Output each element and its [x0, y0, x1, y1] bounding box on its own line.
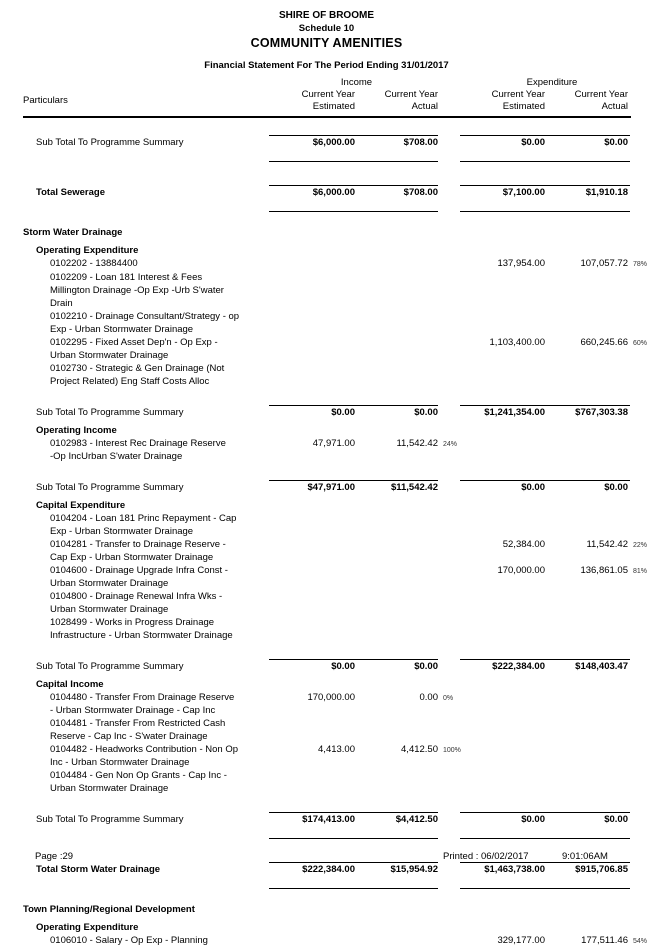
- expenditure-rule: [460, 838, 630, 839]
- expenditure-actual-value: 107,057.72: [580, 258, 628, 269]
- account-line: 0104480 - Transfer From Drainage Reserve: [50, 692, 235, 703]
- row-label: [23, 743, 247, 769]
- report-body: [23, 123, 652, 948]
- row-label: Sub Total To Programme Summary: [36, 814, 184, 825]
- income-percent: [438, 512, 466, 513]
- account-row: [23, 590, 652, 616]
- income-rule: [269, 888, 438, 889]
- account-line: 0104484 - Gen Non Op Grants - Cap Inc -: [50, 770, 227, 781]
- expenditure-actual-value: $915,706.85: [575, 864, 628, 875]
- row-label: Capital Expenditure: [36, 500, 126, 511]
- account-line: Project Related) Eng Staff Costs Alloc: [50, 376, 210, 387]
- expenditure-estimated-value: 1,103,400.00: [489, 337, 545, 348]
- income-actual-value: 11,542.42: [396, 438, 438, 449]
- income-actual-header-line2: Actual: [411, 101, 438, 112]
- expenditure-estimated-value: 52,384.00: [502, 539, 545, 550]
- expenditure-percent: [628, 717, 652, 718]
- row-label: [23, 257, 247, 270]
- row-label: [23, 437, 247, 463]
- income-percent: [438, 564, 466, 565]
- row-label: [23, 512, 247, 538]
- rule-row: [23, 468, 652, 481]
- total-block: [23, 173, 652, 212]
- subtotal-row: [23, 660, 652, 673]
- printed-date: Printed : 06/02/2017: [443, 851, 529, 862]
- account-line: - Urban Stormwater Drainage - Cap Inc: [50, 705, 216, 716]
- income-estimated-value: $0.00: [331, 661, 355, 672]
- account-row: [23, 512, 652, 538]
- row-label: Operating Expenditure: [36, 922, 139, 933]
- income-estimated-value: $0.00: [331, 407, 355, 418]
- rule-row: [23, 876, 652, 889]
- income-percent: [438, 813, 466, 814]
- report-subtitle: Financial Statement For The Period Ending 31/01/2017: [204, 60, 449, 71]
- income-percent: [438, 186, 466, 187]
- expenditure-actual-value: 136,861.05: [580, 565, 628, 576]
- account-row: [23, 616, 652, 642]
- account-row: [23, 769, 652, 795]
- income-percent: [438, 660, 466, 661]
- expenditure-rule: [460, 211, 630, 212]
- row-label: Operating Expenditure: [36, 245, 139, 256]
- account-line: 0104281 - Transfer to Drainage Reserve -: [50, 539, 226, 550]
- particulars-header: Particulars: [23, 95, 68, 106]
- subtotal-block: [23, 123, 652, 162]
- account-line: 0102295 - Fixed Asset Dep'n - Op Exp -: [50, 337, 218, 348]
- row-label: [23, 616, 247, 642]
- row-label: [23, 590, 247, 616]
- total-row: [23, 186, 652, 199]
- account-line: 0104204 - Loan 181 Princ Repayment - Cap: [50, 513, 237, 524]
- account-line: 0102983 - Interest Rec Drainage Reserve: [50, 438, 226, 449]
- income-estimated-header-line2: Estimated: [312, 101, 355, 112]
- page-number: Page :29: [35, 851, 74, 862]
- section-row: [23, 903, 652, 916]
- subtotal-row: [23, 481, 652, 494]
- account-line: 0102202 - 13884400: [50, 258, 138, 269]
- subtotal-row: [23, 813, 652, 826]
- expenditure-percent: 60%: [633, 340, 648, 347]
- expenditure-percent: [628, 660, 652, 661]
- subsection-row: [23, 499, 652, 512]
- row-label: Storm Water Drainage: [23, 227, 123, 238]
- column-headers: [23, 77, 652, 118]
- income-actual-value: $0.00: [414, 661, 438, 672]
- income-estimated-header-line1: Current Year: [301, 89, 355, 100]
- expenditure-percent: [628, 813, 652, 814]
- account-line: 1028499 - Works in Progress Drainage: [50, 617, 215, 628]
- income-actual-value: $708.00: [403, 187, 438, 198]
- rule-row: [23, 826, 652, 839]
- income-actual-value: 0.00: [419, 692, 438, 703]
- expenditure-estimated-value: $0.00: [521, 137, 545, 148]
- account-line: 0104481 - Transfer From Restricted Cash: [50, 718, 226, 729]
- expenditure-percent: 54%: [633, 938, 648, 945]
- account-line: 0104482 - Headworks Contribution - Non Op: [50, 744, 238, 755]
- subtotal-row: [23, 136, 652, 149]
- account-line: 0104600 - Drainage Upgrade Infra Const -: [50, 565, 228, 576]
- expenditure-estimated-value: $0.00: [521, 814, 545, 825]
- income-rule: [269, 838, 438, 839]
- account-row: [23, 538, 652, 564]
- account-line: Infrastructure - Urban Stormwater Drainage: [50, 630, 233, 641]
- account-row: [23, 717, 652, 743]
- expenditure-rule: [460, 888, 630, 889]
- expenditure-actual-value: $767,303.38: [575, 407, 628, 418]
- expenditure-rule: [460, 161, 630, 162]
- expenditure-estimated-header-line1: Current Year: [491, 89, 545, 100]
- expenditure-estimated-value: 170,000.00: [497, 565, 545, 576]
- income-percent: [438, 257, 466, 258]
- row-label: Town Planning/Regional Development: [23, 904, 195, 915]
- expenditure-group-header: Expenditure: [526, 77, 578, 88]
- account-line: Cap Exp - Urban Stormwater Drainage: [50, 552, 214, 563]
- rule-row: [23, 393, 652, 406]
- expenditure-percent: [628, 769, 652, 770]
- expenditure-percent: [628, 186, 652, 187]
- header-rule: [23, 116, 631, 118]
- row-label: [23, 310, 247, 336]
- total-block: [23, 850, 652, 889]
- expenditure-actual-value: 660,245.66: [580, 337, 628, 348]
- expenditure-actual-value: 177,511.46: [581, 935, 628, 946]
- row-label: [23, 564, 247, 590]
- row-label: [23, 362, 247, 388]
- row-label: [23, 336, 247, 362]
- income-percent: 0%: [443, 695, 454, 702]
- row-label: Operating Income: [36, 425, 117, 436]
- rule-row: [23, 199, 652, 212]
- rule-row: [23, 850, 652, 863]
- income-percent: [438, 481, 466, 482]
- income-estimated-value: $174,413.00: [302, 814, 355, 825]
- row-label: Total Sewerage: [36, 187, 105, 198]
- expenditure-percent: [628, 590, 652, 591]
- income-percent: [438, 538, 466, 539]
- account-row: [23, 310, 652, 336]
- account-row: [23, 362, 652, 388]
- income-percent: 24%: [443, 441, 458, 448]
- income-estimated-value: $6,000.00: [312, 137, 355, 148]
- account-line: Urban Stormwater Drainage: [50, 783, 169, 794]
- income-estimated-value: $6,000.00: [312, 187, 355, 198]
- expenditure-estimated-value: $0.00: [521, 482, 545, 493]
- account-line: 0106010 - Salary - Op Exp - Planning: [50, 935, 208, 946]
- row-label: [23, 769, 247, 795]
- subtotal-row: [23, 406, 652, 419]
- rule-row: [23, 149, 652, 162]
- income-actual-value: $4,412.50: [395, 814, 438, 825]
- account-row: [23, 691, 652, 717]
- report-title: COMMUNITY AMENITIES: [250, 36, 403, 50]
- subtotal-block: [23, 800, 652, 839]
- income-estimated-value: $47,971.00: [307, 482, 355, 493]
- income-percent: [438, 717, 466, 718]
- income-percent: [438, 310, 466, 311]
- income-actual-value: $11,542.42: [390, 482, 438, 493]
- row-label: [23, 691, 247, 717]
- expenditure-estimated-value: 329,177.00: [497, 935, 545, 946]
- section-row: [23, 226, 652, 239]
- expenditure-percent: [628, 743, 652, 744]
- row-label: Sub Total To Programme Summary: [36, 661, 184, 672]
- account-line: Urban Stormwater Drainage: [50, 604, 169, 615]
- expenditure-percent: [628, 362, 652, 363]
- row-label: Sub Total To Programme Summary: [36, 137, 184, 148]
- expenditure-actual-value: $0.00: [604, 482, 628, 493]
- account-line: 0102209 - Loan 181 Interest & Fees: [50, 272, 203, 283]
- total-row: [23, 863, 652, 876]
- account-row: [23, 743, 652, 769]
- row-label: [23, 717, 247, 743]
- account-row: [23, 934, 652, 948]
- income-actual-value: 4,412.50: [401, 744, 438, 755]
- income-percent: [438, 336, 466, 337]
- expenditure-actual-value: $1,910.18: [585, 187, 628, 198]
- account-line: 0102210 - Drainage Consultant/Strategy - op: [50, 311, 240, 322]
- income-percent: [438, 590, 466, 591]
- income-percent: [438, 271, 466, 272]
- account-row: [23, 257, 652, 271]
- schedule-number: Schedule 10: [298, 23, 355, 34]
- income-percent: [438, 616, 466, 617]
- expenditure-percent: [628, 863, 652, 864]
- row-label: Sub Total To Programme Summary: [36, 482, 184, 493]
- expenditure-estimated-value: $222,384.00: [492, 661, 545, 672]
- account-row: [23, 271, 652, 310]
- income-percent: [438, 136, 466, 137]
- account-line: Urban Stormwater Drainage: [50, 578, 169, 589]
- account-line: Exp - Urban Stormwater Drainage: [50, 526, 194, 537]
- income-rule: [269, 161, 438, 162]
- income-estimated-value: 4,413.00: [318, 744, 355, 755]
- expenditure-actual-header-line1: Current Year: [574, 89, 628, 100]
- rule-row: [23, 173, 652, 186]
- account-line: 0104800 - Drainage Renewal Infra Wks -: [50, 591, 223, 602]
- expenditure-percent: [628, 437, 652, 438]
- expenditure-estimated-value: $7,100.00: [502, 187, 545, 198]
- expenditure-estimated-value: $1,241,354.00: [484, 407, 545, 418]
- expenditure-actual-value: 11,542.42: [586, 539, 628, 550]
- report-header: [0, 0, 653, 72]
- subtotal-block: [23, 468, 652, 494]
- income-actual-header-line1: Current Year: [384, 89, 438, 100]
- account-line: -Op IncUrban S'water Drainage: [50, 451, 183, 462]
- account-line: Inc - Urban Stormwater Drainage: [50, 757, 190, 768]
- expenditure-percent: 81%: [633, 568, 648, 575]
- income-estimated-value: 47,971.00: [312, 438, 355, 449]
- expenditure-actual-value: $0.00: [604, 137, 628, 148]
- expenditure-estimated-header-line2: Estimated: [502, 101, 545, 112]
- expenditure-estimated-value: $1,463,738.00: [484, 864, 545, 875]
- subsection-row: [23, 678, 652, 691]
- expenditure-percent: [628, 616, 652, 617]
- income-actual-value: $708.00: [403, 137, 438, 148]
- expenditure-percent: [628, 136, 652, 137]
- organisation-name: SHIRE OF BROOME: [278, 10, 374, 21]
- subsection-row: [23, 244, 652, 257]
- rule-row: [23, 800, 652, 813]
- expenditure-percent: 78%: [633, 261, 648, 268]
- account-row: [23, 564, 652, 590]
- expenditure-percent: [628, 481, 652, 482]
- income-estimated-value: $222,384.00: [302, 864, 355, 875]
- account-line: Exp - Urban Stormwater Drainage: [50, 324, 194, 335]
- expenditure-percent: [628, 691, 652, 692]
- subsection-row: [23, 424, 652, 437]
- income-percent: [438, 934, 466, 935]
- income-estimated-value: 170,000.00: [307, 692, 355, 703]
- income-percent: 100%: [443, 747, 461, 754]
- account-line: Drain: [50, 298, 73, 309]
- subsection-row: [23, 921, 652, 934]
- expenditure-percent: 22%: [633, 542, 648, 549]
- income-rule: [269, 211, 438, 212]
- expenditure-percent: [628, 271, 652, 272]
- account-line: 0102730 - Strategic & Gen Drainage (Not: [50, 363, 225, 374]
- printed-time: 9:01:06AM: [562, 851, 608, 862]
- row-label: [23, 271, 247, 310]
- row-label: Total Storm Water Drainage: [36, 864, 161, 875]
- account-line: Millington Drainage -Op Exp -Urb S'water: [50, 285, 224, 296]
- account-row: [23, 336, 652, 362]
- account-row: [23, 437, 652, 463]
- row-label: [23, 538, 247, 564]
- row-label: Capital Income: [36, 679, 104, 690]
- income-percent: [438, 863, 466, 864]
- expenditure-actual-value: $0.00: [604, 814, 628, 825]
- income-percent: [438, 406, 466, 407]
- expenditure-percent: [628, 310, 652, 311]
- account-line: Urban Stormwater Drainage: [50, 350, 169, 361]
- expenditure-estimated-value: 137,954.00: [497, 258, 545, 269]
- expenditure-percent: [628, 512, 652, 513]
- row-label: [23, 934, 247, 947]
- income-group-header: Income: [340, 77, 373, 88]
- subtotal-block: [23, 647, 652, 673]
- subtotal-block: [23, 393, 652, 419]
- expenditure-actual-header-line2: Actual: [601, 101, 628, 112]
- account-line: Reserve - Cap Inc - S'water Drainage: [50, 731, 208, 742]
- income-percent: [438, 362, 466, 363]
- rule-row: [23, 123, 652, 136]
- income-actual-value: $0.00: [414, 407, 438, 418]
- expenditure-actual-value: $148,403.47: [575, 661, 628, 672]
- expenditure-percent: [628, 406, 652, 407]
- rule-row: [23, 647, 652, 660]
- income-percent: [438, 769, 466, 770]
- income-actual-value: $15,954.92: [390, 864, 438, 875]
- row-label: Sub Total To Programme Summary: [36, 407, 184, 418]
